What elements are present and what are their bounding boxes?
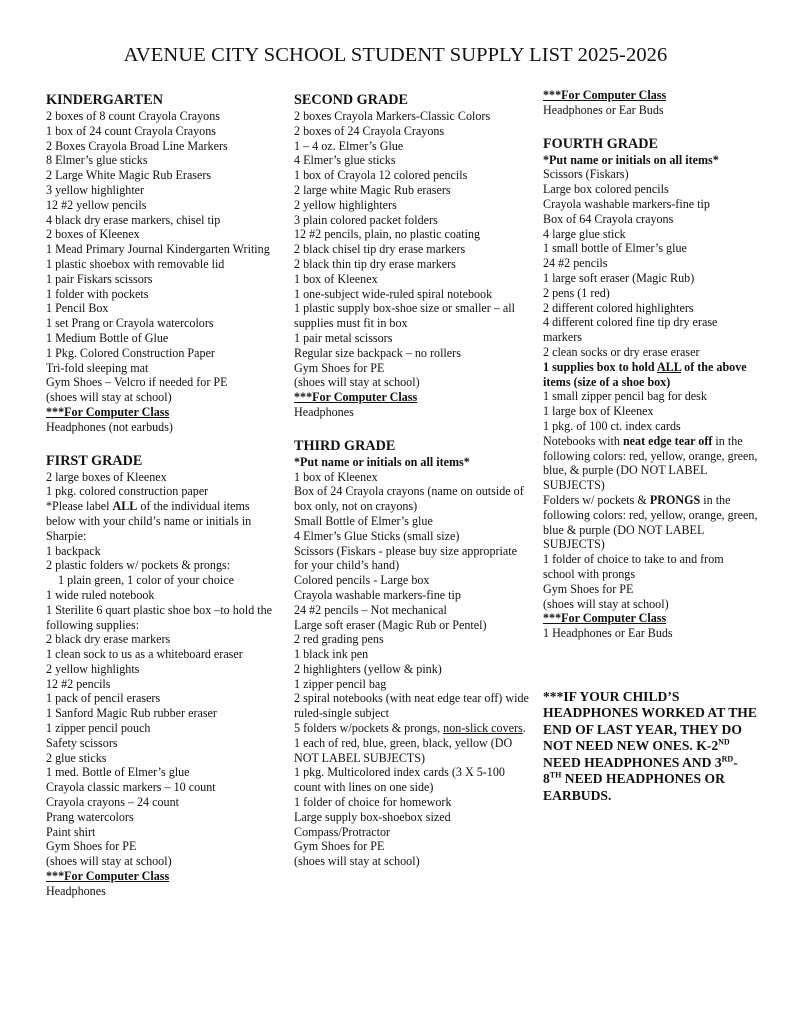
list-item: 12 #2 pencils [46, 676, 111, 691]
list-item: 1 large soft eraser (Magic Rub) [543, 270, 695, 285]
list-item: 3 yellow highlighter [46, 182, 145, 197]
label-instruction: *Please label ALL of the individual items below with your child’s name or initials in Sharpie: [46, 499, 252, 543]
list-item: 1 plastic shoebox with removable lid [46, 256, 225, 271]
list-item: Colored pencils - Large box [294, 573, 430, 588]
list-item: 2 Large White Magic Rub Erasers [46, 168, 212, 183]
third-grade-note: *Put name or initials on all items* [294, 454, 470, 469]
list-item: 24 #2 pencils – Not mechanical [294, 602, 447, 617]
list-item: Headphones or Ear Buds [543, 102, 664, 117]
list-item: 8 Elmer’s glue sticks [46, 153, 148, 168]
list-item: Large soft eraser (Magic Rub or Pentel) [294, 617, 487, 632]
list-item: 1 black ink pen [294, 647, 369, 662]
kindergarten-section [46, 91, 281, 435]
second-grade-section [294, 91, 530, 420]
list-item: 1 Pkg. Colored Construction Paper [46, 345, 215, 360]
computer-class-heading: ***For Computer Class [46, 869, 170, 884]
list-item: Gym Shoes – Velcro if needed for PE [46, 375, 228, 390]
list-item: 2 black dry erase markers [46, 632, 171, 647]
list-item: 1 pair metal scissors [294, 330, 393, 345]
list-item: Gym Shoes for PE [46, 839, 137, 854]
page-title: AVENUE CITY SCHOOL STUDENT SUPPLY LIST 2025-2026 [123, 44, 668, 66]
list-item: Scissors (Fiskars - please buy size appropriate for your child’s hand) [294, 543, 518, 573]
list-item: Large box colored pencils [543, 182, 669, 197]
list-item: 2 large white Magic Rub erasers [294, 182, 451, 197]
column-middle [294, 88, 530, 869]
list-item: Small Bottle of Elmer’s glue [294, 513, 433, 528]
list-item: Crayola washable markers-fine tip [543, 196, 710, 211]
computer-class-heading: ***For Computer Class [294, 390, 418, 405]
list-item: 1 Mead Primary Journal Kindergarten Writing [46, 242, 270, 257]
list-item: 1 folder of choice for homework [294, 795, 452, 810]
list-item: 1 zipper pencil pouch [46, 721, 151, 736]
list-item: 2 different colored highlighters [543, 300, 694, 315]
list-item: Paint shirt [46, 824, 96, 839]
first-grade-section [46, 452, 281, 899]
list-item: 2 glue sticks [46, 750, 107, 765]
list-item: 1 clean sock to us as a whiteboard eraser [46, 647, 243, 662]
list-item: 12 #2 yellow pencils [46, 197, 147, 212]
second-grade-heading: SECOND GRADE [294, 92, 408, 108]
list-item: 4 black dry erase markers, chisel tip [46, 212, 221, 227]
list-item: 1 backpack [46, 543, 101, 558]
list-item: Compass/Protractor [294, 824, 391, 839]
list-item: 1 box of Kleenex [294, 271, 378, 286]
fourth-grade-note: *Put name or initials on all items* [543, 152, 719, 167]
list-item: 1 folder with pockets [46, 286, 149, 301]
first-grade-heading: FIRST GRADE [46, 452, 143, 469]
list-item: 2 highlighters (yellow & pink) [294, 661, 442, 676]
third-grade-heading: THIRD GRADE [294, 437, 396, 454]
list-item: 4 large glue stick [543, 226, 626, 241]
list-item: 1 Headphones or Ear Buds [543, 626, 673, 641]
list-item: Safety scissors [46, 735, 118, 750]
list-item: 1 folder of choice to take to and from school with prongs [543, 552, 724, 581]
list-item: Tri-fold sleeping mat [46, 360, 149, 375]
list-item: 2 clean socks or dry erase eraser [543, 344, 700, 359]
list-item: (shoes will stay at school) [294, 854, 420, 869]
list-item: 12 #2 pencils, plain, no plastic coating [294, 227, 481, 242]
list-item: 24 #2 pencils [543, 256, 608, 271]
fourth-grade-section [543, 135, 758, 641]
list-item: 1 set Prang or Crayola watercolors [46, 316, 214, 331]
column-left [46, 88, 281, 899]
list-item: 1 large box of Kleenex [543, 404, 654, 419]
list-item: Headphones [46, 883, 106, 898]
list-item: 2 plastic folders w/ pockets & prongs: [46, 558, 231, 573]
list-item: 2 boxes of 8 count Crayola Crayons [46, 109, 220, 123]
third-grade-section [294, 437, 530, 869]
list-item: 4 Elmer’s glue sticks [294, 153, 396, 168]
list-item: Crayola washable markers-fine tip [294, 587, 461, 602]
list-item: Scissors (Fiskars) [543, 167, 629, 182]
list-item: 2 black chisel tip dry erase markers [294, 242, 466, 257]
list-item: 1 pkg. of 100 ct. index cards [543, 418, 681, 433]
list-item: 1 small zipper pencil bag for desk [543, 389, 707, 404]
list-item: Crayola crayons – 24 count [46, 795, 179, 810]
computer-class-heading: ***For Computer Class [46, 404, 170, 419]
list-item: 1 plain green, 1 color of your choice [58, 573, 234, 588]
third-grade-computer-class [543, 88, 758, 118]
list-item: 4 different colored fine tip dry erase markers [543, 315, 718, 345]
list-item: 1 one-subject wide-ruled spiral notebook [294, 286, 493, 301]
list-item: 1 box of Kleenex [294, 469, 378, 484]
list-item: 2 yellow highlights [46, 661, 140, 676]
list-item: 2 yellow highlighters [294, 197, 397, 212]
list-item: 2 red grading pens [294, 632, 384, 647]
list-item: 5 folders w/pockets & prongs, non-slick covers. 1 each of red, blue, green, black, yellow (DO NOT LABEL SUBJECTS) [294, 721, 526, 765]
computer-class-heading: ***For Computer Class [543, 88, 667, 102]
list-item: Large supply box-shoebox sized [294, 809, 451, 824]
list-item: 1 pkg. colored construction paper [46, 484, 209, 499]
list-item: Crayola classic markers – 10 count [46, 780, 216, 795]
list-item: 1 plastic supply box-shoe size or smaller – all supplies must fit in box [294, 301, 516, 331]
list-item: Gym Shoes for PE [294, 360, 385, 375]
list-item: Box of 64 Crayola crayons [543, 211, 674, 226]
list-item: 1 Pencil Box [46, 301, 109, 316]
list-item: 1 pkg. Multicolored index cards (3 X 5-100 count with lines on one side) [294, 765, 505, 795]
list-item: 2 pens (1 red) [543, 285, 610, 300]
list-item: 2 large boxes of Kleenex [46, 469, 167, 484]
list-item: Headphones (not earbuds) [46, 419, 173, 434]
list-item: 1 small bottle of Elmer’s glue [543, 241, 687, 256]
list-item: 2 boxes of Kleenex [46, 227, 140, 242]
list-item: 4 Elmer’s Glue Sticks (small size) [294, 528, 460, 543]
list-item: 2 boxes of 24 Crayola Crayons [294, 123, 445, 138]
list-item: (shoes will stay at school) [46, 390, 172, 405]
list-item: 1 – 4 oz. Elmer’s Glue [294, 138, 404, 153]
list-item: 1 pack of pencil erasers [46, 691, 161, 706]
list-item: 1 box of 24 count Crayola Crayons [46, 123, 216, 138]
list-item: (shoes will stay at school) [543, 596, 669, 611]
list-item: 1 Sanford Magic Rub rubber eraser [46, 706, 217, 721]
list-item: 1 box of Crayola 12 colored pencils [294, 168, 468, 183]
list-item: Box of 24 Crayola crayons (name on outside of box only, not on crayons) [294, 484, 524, 514]
list-item: Notebooks with neat edge tear off in the following colors: red, yellow, orange, green, blue, & purple (DO NOT LABEL SUBJECTS) [543, 433, 758, 493]
list-item: Gym Shoes for PE [543, 581, 634, 596]
kindergarten-heading: KINDERGARTEN [46, 92, 163, 108]
fourth-grade-heading: FOURTH GRADE [543, 135, 658, 152]
list-item: Prang watercolors [46, 809, 134, 824]
list-item: Regular size backpack – no rollers [294, 345, 461, 360]
list-item: 1 med. Bottle of Elmer’s glue [46, 765, 190, 780]
list-item: 2 spiral notebooks (with neat edge tear off) wide ruled-single subject [294, 691, 529, 721]
list-item: 1 pair Fiskars scissors [46, 271, 153, 286]
headphones-notice: ***IF YOUR CHILD’S HEADPHONES WORKED AT THE END OF LAST YEAR, THEY DO NOT NEED NEW ONES. K-2ND NEED HEADPHONES AND 3RD- 8TH NEED HEADPHONES OR EARBUDS. [543, 688, 757, 803]
list-item: Gym Shoes for PE [294, 839, 385, 854]
list-item: 2 Boxes Crayola Broad Line Markers [46, 138, 228, 153]
list-item: 2 black thin tip dry erase markers [294, 256, 456, 271]
supplies-box-item: 1 supplies box to hold ALL of the above items (size of a shoe box) [543, 359, 747, 389]
list-item: 1 zipper pencil bag [294, 676, 387, 691]
list-item: 3 plain colored packet folders [294, 212, 438, 227]
list-item: 1 Sterilite 6 quart plastic shoe box –to hold the following supplies: [46, 602, 273, 632]
list-item: (shoes will stay at school) [46, 854, 172, 869]
list-item: Headphones [294, 404, 354, 419]
list-item: 2 boxes Crayola Markers-Classic Colors [294, 109, 491, 123]
list-item: Folders w/ pockets & PRONGS in the following colors: red, yellow, orange, green, blue & purple (DO NOT LABEL SUBJECTS) [543, 492, 758, 552]
list-item: 1 Medium Bottle of Glue [46, 330, 169, 345]
list-item: (shoes will stay at school) [294, 375, 420, 390]
list-item: 1 wide ruled notebook [46, 587, 155, 602]
column-right [543, 88, 758, 804]
computer-class-heading: ***For Computer Class [543, 611, 667, 626]
